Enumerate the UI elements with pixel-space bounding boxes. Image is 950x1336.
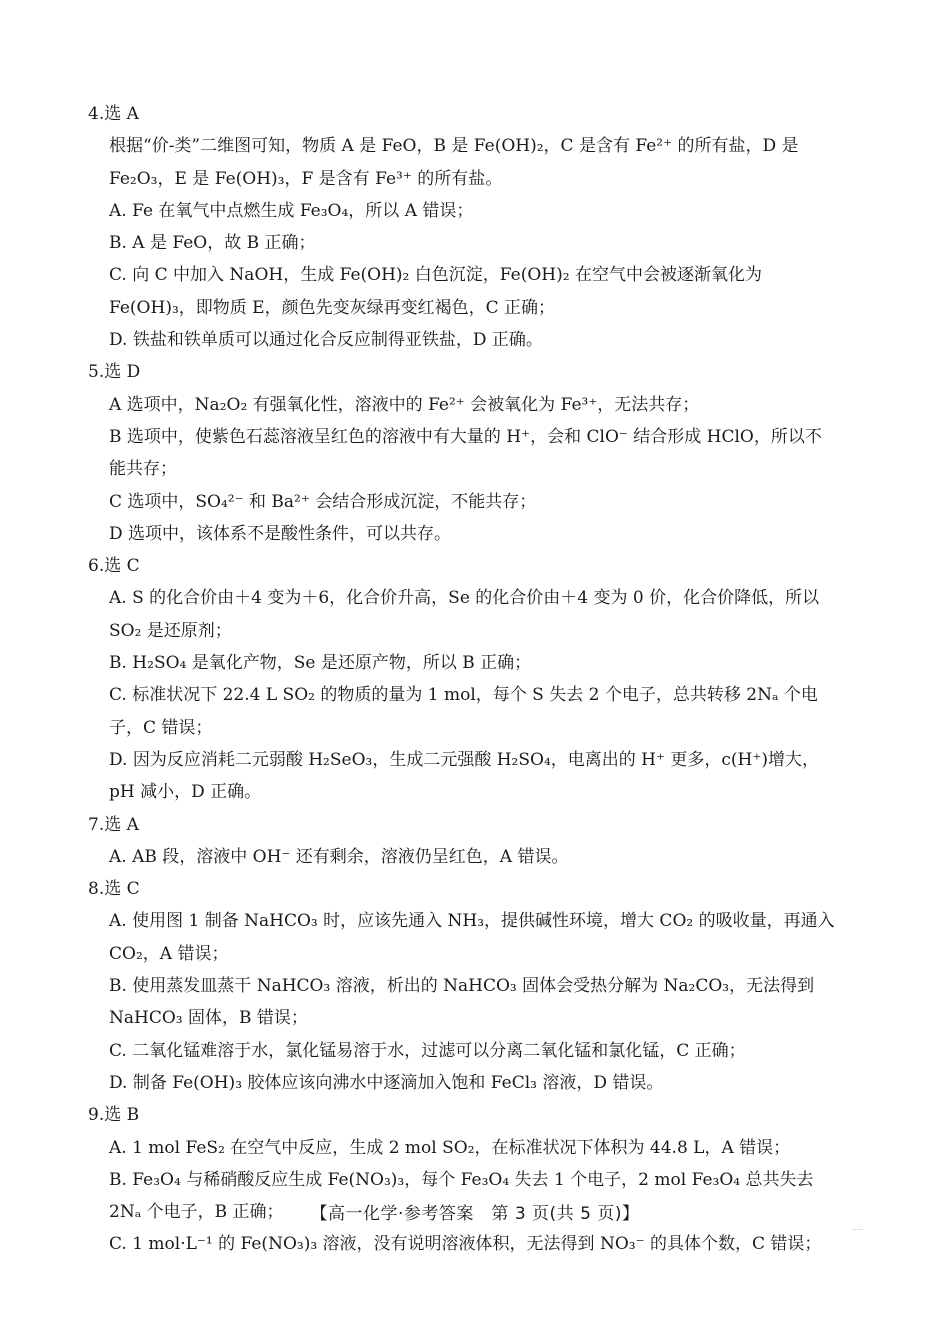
- answer-heading: 7.选 A: [88, 814, 139, 835]
- explanation-line: Fe₂O₃，E 是 Fe(OH)₃，F 是含有 Fe³⁺ 的所有盐。: [109, 168, 503, 189]
- explanation-line: CO₂，A 错误；: [109, 943, 229, 964]
- explanation-line: 子，C 错误；: [109, 717, 213, 738]
- explanation-line: NaHCO₃ 固体，B 错误；: [109, 1008, 308, 1029]
- explanation-line: D. 制备 Fe(OH)₃ 胶体应该向沸水中逐滴加入饱和 FeCl₃ 溶液，D 错误。: [109, 1072, 664, 1093]
- explanation-line: B. H₂SO₄ 是氧化产物，Se 是还原产物，所以 B 正确；: [109, 653, 532, 674]
- explanation-line: A. Fe 在氧气中点燃生成 Fe₃O₄，所以 A 错误；: [109, 200, 474, 221]
- answer-heading: 5.选 D: [88, 362, 141, 383]
- explanation-line: 根据“价-类”二维图可知，物质 A 是 FeO，B 是 Fe(OH)₂，C 是含有 Fe²⁺ 的所有盐，D 是: [109, 136, 799, 157]
- page-footer: 【高一化学·参考答案 第 3 页(共 5 页)】: [310, 1204, 640, 1224]
- explanation-line: B 选项中，使紫色石蕊溶液呈红色的溶液中有大量的 H⁺，会和 ClO⁻ 结合形成 HClO，所以不: [109, 426, 822, 447]
- explanation-line: 能共存；: [109, 459, 177, 480]
- explanation-line: pH 减小，D 正确。: [109, 782, 262, 803]
- explanation-line: D. 因为反应消耗二元弱酸 H₂SeO₃，生成二元强酸 H₂SO₄，电离出的 H⁺ 更多，c(H⁺)增大，: [109, 749, 819, 770]
- explanation-line: C. 标准状况下 22.4 L SO₂ 的物质的量为 1 mol，每个 S 失去 2 个电子，总共转移 2Nₐ 个电: [109, 685, 818, 706]
- answer-heading: 9.选 B: [88, 1105, 140, 1126]
- explanation-line: B. 使用蒸发皿蒸干 NaHCO₃ 溶液，析出的 NaHCO₃ 固体会受热分解为 Na₂CO₃，无法得到: [109, 976, 815, 997]
- answer-heading: 8.选 C: [88, 879, 140, 900]
- explanation-line: C. 二氧化锰难溶于水，氯化锰易溶于水，过滤可以分离二氧化锰和氯化锰，C 正确；: [109, 1040, 746, 1061]
- answer-heading: 4.选 A: [88, 104, 139, 124]
- explanation-line: SO₂ 是还原剂；: [109, 620, 232, 641]
- explanation-line: A. 1 mol FeS₂ 在空气中反应，生成 2 mol SO₂，在标准状况下体积为 44.8 L，A 错误；: [109, 1137, 791, 1158]
- explanation-line: D. 铁盐和铁单质可以通过化合反应制得亚铁盐，D 正确。: [109, 330, 543, 351]
- explanation-line: B. A 是 FeO，故 B 正确；: [109, 233, 316, 254]
- explanation-line: A. S 的化合价由＋4 变为＋6，化合价升高，Se 的化合价由＋4 变为 0 价，化合价降低，所以: [109, 588, 820, 609]
- corner-mark: ·····: [852, 1226, 864, 1234]
- explanation-line: C 选项中，SO₄²⁻ 和 Ba²⁺ 会结合形成沉淀，不能共存；: [109, 491, 537, 512]
- explanation-line: Fe(OH)₃，即物质 E，颜色先变灰绿再变红褐色，C 正确；: [109, 297, 555, 318]
- explanation-line: A 选项中，Na₂O₂ 有强氧化性，溶液中的 Fe²⁺ 会被氧化为 Fe³⁺，无法共存；: [109, 394, 700, 415]
- answer-heading: 6.选 C: [88, 556, 140, 577]
- explanation-line: A. AB 段，溶液中 OH⁻ 还有剩余，溶液仍呈红色，A 错误。: [109, 846, 569, 867]
- answer-key-content: [88, 98, 863, 1261]
- explanation-line: D 选项中，该体系不是酸性条件，可以共存。: [109, 523, 452, 544]
- explanation-line: C. 1 mol·L⁻¹ 的 Fe(NO₃)₃ 溶液，没有说明溶液体积，无法得到 NO₃⁻ 的具体个数，C 错误；: [109, 1234, 822, 1255]
- explanation-line: 2Nₐ 个电子，B 正确；: [109, 1202, 284, 1223]
- explanation-line: A. 使用图 1 制备 NaHCO₃ 时，应该先通入 NH₃，提供碱性环境，增大 CO₂ 的吸收量，再通入: [109, 911, 835, 932]
- explanation-line: C. 向 C 中加入 NaOH，生成 Fe(OH)₂ 白色沉淀，Fe(OH)₂ 在空气中会被逐渐氧化为: [109, 265, 762, 286]
- explanation-line: B. Fe₃O₄ 与稀硝酸反应生成 Fe(NO₃)₃，每个 Fe₃O₄ 失去 1 个电子，2 mol Fe₃O₄ 总共失去: [109, 1169, 814, 1190]
